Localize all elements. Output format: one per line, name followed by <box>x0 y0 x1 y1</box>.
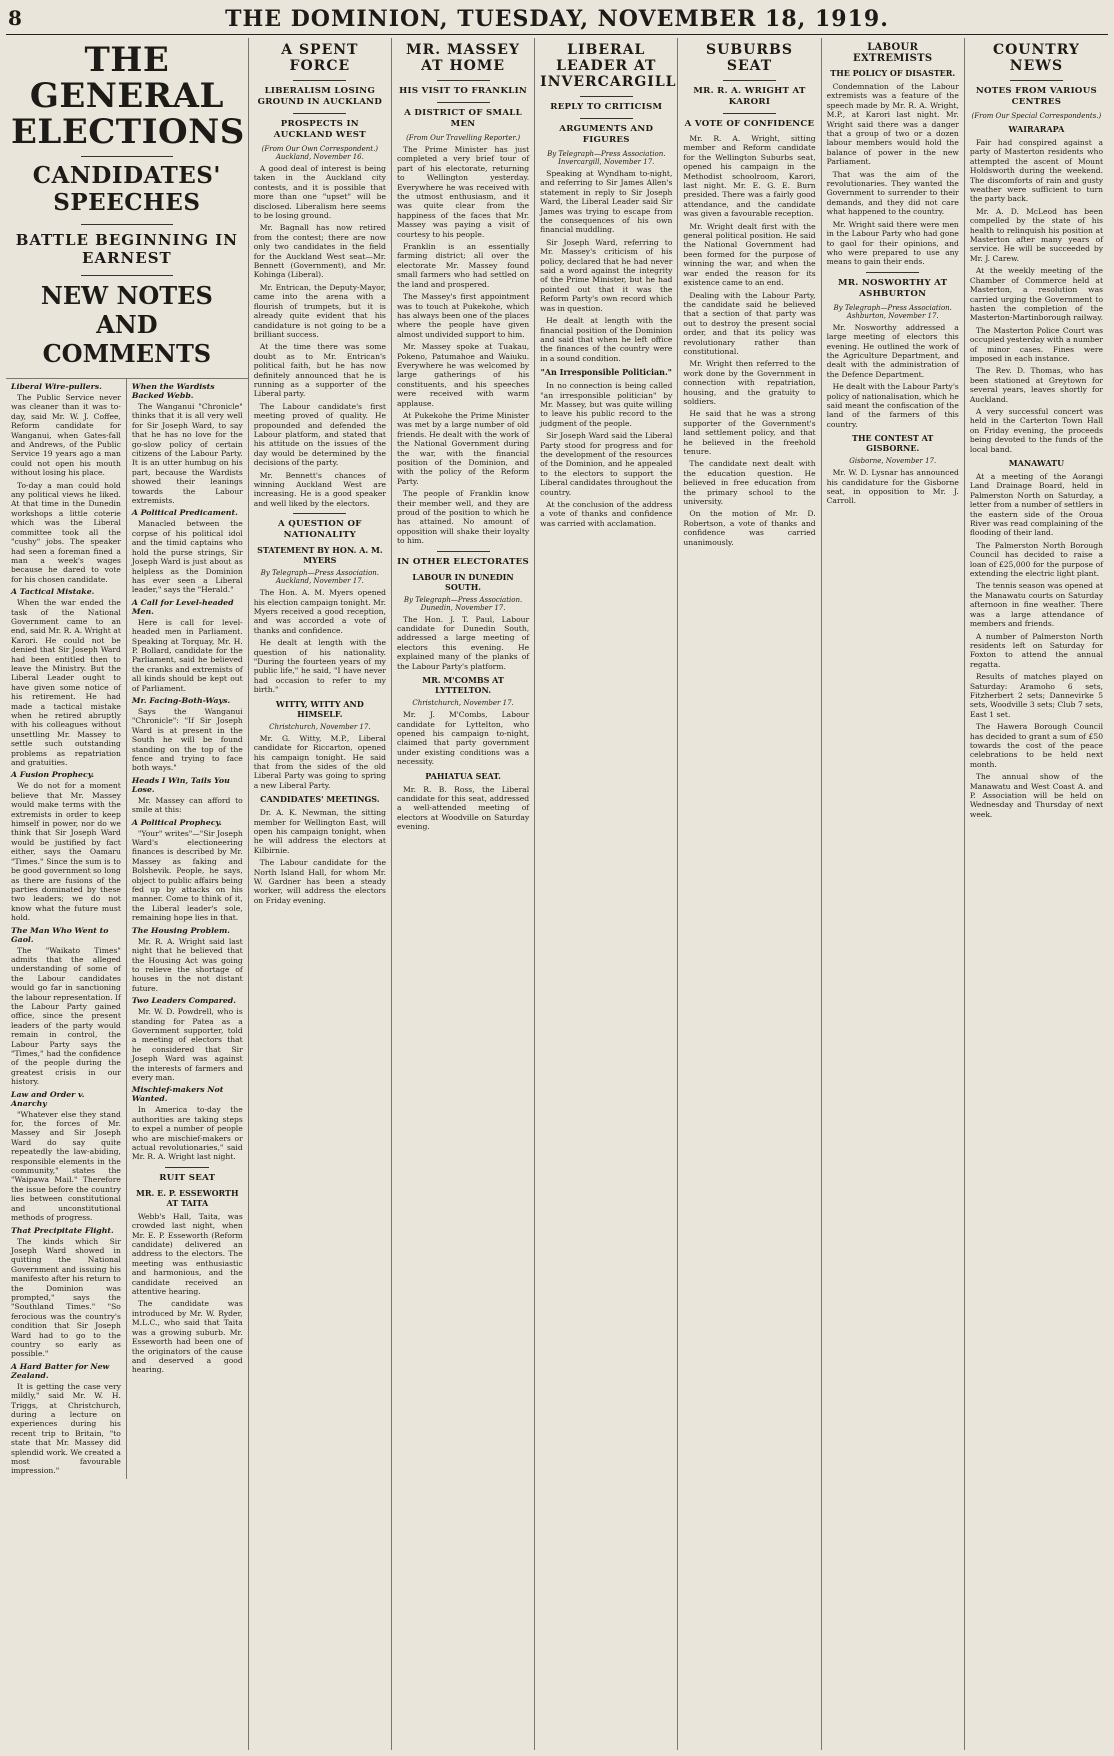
paragraph: Mr. W. D. Lysnar has announced his candidature for the Gisborne seat, in opposition to Mr. J. Carroll. <box>826 468 959 506</box>
column-4 <box>392 38 535 1750</box>
article-body <box>540 381 672 528</box>
section-heading: Liberal Wire-pullers. <box>11 382 102 391</box>
section-heading: Heads I Win, Tails You Lose. <box>131 775 230 794</box>
paragraph: The Massey's first appointment was to touch at Pukekohe, which has always been one of the places where the people have given almost undivided support to him. <box>396 292 530 339</box>
paragraph: That was the aim of the revolutionaries. They wanted the Government to surrender to their demands, and they did not care what happened to the country. <box>826 169 959 217</box>
subhead-nationality: A QUESTION OF NATIONALITY <box>278 519 362 541</box>
subhead-auckland-west: PROSPECTS IN AUCKLAND WEST <box>273 119 366 140</box>
place-manawatu: MANAWATU <box>1008 458 1065 468</box>
headline-labour-extremists: LABOUR EXTREMISTS <box>853 42 933 64</box>
paragraph: The kinds which Sir Joseph Ward showed in quitting the National Government and issuing his manifesto after his return to the Dominion was prompted," says the "Southland Times." "So ferocious was the country's condition that Sir Joseph Ward had to go to the country so early as possible." <box>11 1236 121 1359</box>
paragraph: He dealt at length with the financial position of the Dominion and said that when he left office the finances of the country were in a sound condition. <box>540 316 673 363</box>
article-body <box>397 710 529 766</box>
article-body <box>970 472 1103 819</box>
paragraph: At Pukekohe the Prime Minister was met by a large number of old friends. He dealt with the work of the National Government during the war, with the financial position of the Dominion, and with the policy of the Reform Party. <box>396 410 530 486</box>
byline: (From Our Special Correspondents.) <box>971 112 1102 120</box>
article-body <box>970 138 1103 454</box>
section-heading: The Housing Problem. <box>131 925 230 935</box>
byline: (From Our Own Correspondent.) Auckland, November 16. <box>261 145 379 161</box>
byline: By Telegraph—Press Association. Invercargill, November 17. <box>547 150 666 166</box>
paragraph: Mr. R. A. Wright said last night that he believed that the Housing Act was going to relieve the shortage of houses in the not distant future. <box>131 936 243 993</box>
subhead-candidates-meetings: CANDIDATES' MEETINGS. <box>260 794 380 805</box>
paragraph: The "Waikato Times" admits that the alleged understanding of some of the Labour candidates would go far in sanctioning the labour representation. If the Labour Party gained office, since the present leaders of the party would remain in control, the Labour Party says the "Times," had the confidence of the people during the greatest crisis in our history. <box>11 945 121 1087</box>
paragraph: He said that he was a strong supporter of the Government's land settlement policy, and that he believed in the freehold tenure. <box>683 409 816 456</box>
section-heading: The Man Who Went to Gaol. <box>11 925 109 944</box>
column-7 <box>822 38 965 1750</box>
paragraph: Mr. Bennett's chances of winning Auckland West are increasing. He is a good speaker and well liked by the electors. <box>253 470 386 508</box>
divider <box>81 156 174 157</box>
paragraph: Mr. Bagnall has now retired from the contest; there are now only two candidates in the field for the Auckland West seat—Mr. Bennett (Government), and Mr. Kohinga (Liberal). <box>253 223 386 280</box>
byline: Christchurch, November 17. <box>269 722 371 731</box>
paragraph: Speaking at Wyndham to-night, and referring to Sir James Allen's statement in reply to Sir Joseph Ward, the Liberal Leader said Sir James was trying to escape from the consequences of his own financial muddling. <box>540 169 673 235</box>
paragraph: Mr. W. D. Powdrell, who is standing for Patea as a Government supporter, told a meeting of electors that he considered that Sir Joseph Ward was against the interests of farmers and every man. <box>131 1007 243 1082</box>
columns-area <box>6 38 1108 1750</box>
paragraph: Results of matches played on Saturday: Aramoho 6 sets, Fitzherbert 2 sets; Dannevirke 5 sets, Woodville 3 sets; Club 7 sets, East 1 set. <box>969 672 1104 719</box>
paragraph: At a meeting of the Aorangi Land Drainage Board, held in Palmerston North on Saturday, a letter from a number of settlers in the eastern side of the Oroua River was read complaining of the flooding of their land. <box>969 472 1104 538</box>
subhead-mccombs: MR. M'COMBS AT LYTTELTON. <box>422 675 504 696</box>
paragraph: The Masterton Police Court was occupied yesterday with a number of minor cases. Fines were imposed in each instance. <box>969 325 1104 363</box>
headline-general-elections: THE GENERAL ELECTIONS <box>11 40 245 152</box>
byline: By Telegraph—Press Association. Dunedin, November 17. <box>403 595 523 612</box>
section-heading: Mischief-makers Not Wanted. <box>131 1085 224 1104</box>
divider <box>723 113 776 114</box>
article-body <box>254 734 386 790</box>
headline-suburbs-seat: SUBURBS SEAT <box>706 42 793 74</box>
section-heading: When the Wardists Backed Webb. <box>131 382 215 400</box>
paragraph: To-day a man could hold any political views he liked. At that time in the Dunedin workshops a little coterie which was the Liberal committee took all the "cushy" jobs. The speaker had seen a foreman fined a man a week's wages because he dared to vote for his chosen candidate. <box>11 480 121 584</box>
paragraph: When the war ended the task of the National Government came to an end, said Mr. R. A. Wright at Karori. He could not be denied that Sir Joseph Ward had been entitled then to leave the Ministry. But the Liberal Leader ought to have given some notice of his retirement. He had made a tactical mistake when he retired abruptly with his colleagues without unsettling Mr. Massey to settle such outstanding problems as repatriation and gratuities. <box>11 598 121 768</box>
divider <box>1010 80 1063 81</box>
section-heading: That Precipitate Flight. <box>11 1225 114 1235</box>
paragraph: The Wanganui "Chronicle" thinks that it is all very well for Sir Joseph Ward, to say that he has no love for the go-slow policy of certain citizens of the Labour Party. It is an utter humbug on his part, because the Wardists showed their leanings towards the Labour extremists. <box>131 402 243 506</box>
paragraph: The candidate next dealt with the education question. He believed in free education from the primary school to the university. <box>683 459 816 507</box>
section-heading: Law and Order v. Anarchy <box>11 1089 85 1108</box>
divider <box>293 113 346 114</box>
subhead-witty: WITTY, WITTY AND HIMSELF. <box>275 698 364 719</box>
article-body <box>827 82 959 267</box>
headline-massey-at-home: MR. MASSEY AT HOME <box>406 42 520 74</box>
paragraph: "Your" writes"—"Sir Joseph Ward's electioneering finances is described by Mr. Massey as faking and Bolshevik. People, he says, object to public affairs being fed up by attacks on his manner. Come to think of it, the Liberal leader's sole, remaining hope lies in that. <box>131 828 243 923</box>
divider <box>723 80 776 81</box>
paragraph: Mr. A. D. McLeod has been compelled by the state of his health to relinquish his position at Masterton after many years of service. He will be succeeded by Mr. J. Carew. <box>969 206 1104 263</box>
paragraph: Sir Joseph Ward said the Liberal Party stood for progress and for the development of the resources of the Dominion, and he appealed to the electors to support the Liberal candidates throughout the country. <box>540 431 673 497</box>
divider <box>293 80 346 81</box>
article-body <box>540 169 672 363</box>
paragraph: Mr. Wright dealt first with the general political position. He said the National Government had been formed for the purpose of winning the war, and when the war ended the reason for its existence came to an end. <box>683 221 816 288</box>
subhead-wright-karori: MR. R. A. WRIGHT AT KARORI <box>693 86 806 107</box>
general-elections-block <box>6 38 249 1750</box>
subhead-nosworthy: MR. NOSWORTHY AT ASHBURTON <box>838 277 948 299</box>
paragraph: The Labour candidate's first meeting proved of quality. He propounded and defended the Labour platform, and stated that his attitude on the issues of the day would be determined by the decisions of the party. <box>253 401 386 468</box>
paragraph: We do not for a moment believe that Mr. Massey would make terms with the extremists in order to keep himself in power, nor do we think that Sir Joseph Ward would be justified by fact either, says the Oamaru "Times." Since the sum is to be good government so long as there are fusions of the parties dominated by these two leaders; we do not know what the future must hold. <box>11 781 121 923</box>
divider <box>437 102 490 103</box>
headline-spent-force: A SPENT FORCE <box>281 42 359 74</box>
divider <box>81 275 174 276</box>
section-heading: Mr. Facing-Both-Ways. <box>131 695 231 705</box>
section-heading: Two Leaders Compared. <box>131 996 236 1006</box>
divider <box>81 224 174 225</box>
byline: (From Our Travelling Reporter.) <box>406 134 521 142</box>
article-body <box>254 164 386 508</box>
article-body <box>254 588 386 694</box>
paragraph: Mr. R. A. Wright, sitting member and Reform candidate for the Wellington Suburbs seat, opened his campaign in the Methodist schoolroom, Karori, last night. Mr. E. G. E. Burn presided. There was a fairly good attendance, and the candidate was given a favourable reception. <box>683 134 816 219</box>
paragraph: It is getting the case very mildly," said Mr. W. H. Triggs, at Christchurch, during a lecture on experiences during his recent trip to Britain, "to state that Mr. Massey did splendid work. We created a most favourable impression." <box>11 1381 121 1476</box>
section-heading: A Tactical Mistake. <box>11 587 95 597</box>
column-5 <box>535 38 678 1750</box>
divider <box>580 118 633 119</box>
article-body <box>397 145 529 546</box>
paragraph: At the time there was some doubt as to Mr. Entrican's political faith, but he has now definitely announced that he is running as a supporter of the Liberal party. <box>253 342 386 399</box>
paragraph: The candidate was introduced by Mr. W. Ryder, M.L.C., who said that Taita was a growing suburb. Mr. Esseworth had been one of the originators of the cause and deserved a good hearing. <box>131 1299 243 1375</box>
paragraph: Mr. G. Witty, M.P., Liberal candidate for Riccarton, opened his campaign tonight. He said that from the sides of the old Liberal Party was going to spring a new Liberal Party. <box>253 733 386 790</box>
divider <box>437 80 490 81</box>
paragraph: Webb's Hall, Taita, was crowded last night, when Mr. E. P. Esseworth (Reform candidate) delivered an address to the electors. The meeting was enthusiastic and harmonious, and the candidate received an attentive hearing. <box>131 1211 243 1297</box>
paragraph: He dealt at length with the question of his nationality. "During the fourteen years of my public life," he said, "I have never had occasion to refer to my birth." <box>253 638 386 695</box>
column-2-body <box>127 379 248 1479</box>
byline: By Telegraph—Press Association. Auckland, November 17. <box>260 569 380 586</box>
article-body <box>397 615 529 671</box>
paragraph: Sir Joseph Ward, referring to Mr. Massey's criticism of his policy, declared that he had never said a word against the integrity of the Prime Minister, but he had pointed out that it was the Reform Party's own record which was in question. <box>540 237 673 313</box>
paragraph: At the conclusion of the address a vote of thanks and confidence was carried with acclamation. <box>540 500 673 528</box>
subhead-irresponsible: "An Irresponsible Politician." <box>540 367 672 378</box>
divider <box>866 272 919 273</box>
paragraph: Says the Wanganui "Chronicle": "If Sir Joseph Ward is at present in the South he will be found standing on the top of the fence and trying to face both ways." <box>131 706 243 773</box>
headline-country-news: COUNTRY NEWS <box>992 42 1080 74</box>
section-heading: A Call for Level-headed Men. <box>131 597 234 616</box>
subhead-esseworth: MR. E. P. ESSEWORTH AT TAITA <box>136 1187 239 1208</box>
paragraph: "Whatever else they stand for, the forces of Mr. Massey and Sir Joseph Ward do say quite repeatedly the law-abiding, responsible elements in the community," states the "Waipawa Mail." Therefore the issue before the country lies between constitutional and unconstitutional methods of progress. <box>11 1109 121 1223</box>
article-body <box>827 323 959 429</box>
paragraph: Franklin is an essentially farming district; all over the electorate Mr. Massey found small farmers who had settled on the land and prospered. <box>396 242 530 289</box>
subhead-small-men: A DISTRICT OF SMALL MEN <box>404 108 522 129</box>
byline: By Telegraph—Press Association. Ashburton, November 17. <box>833 303 952 320</box>
paragraph: Mr. R. B. Ross, the Liberal candidate for this seat, addressed a well-attended meeting of electors at Woodville on Saturday evening. <box>396 784 530 832</box>
subhead-liberalism: LIBERALISM LOSING GROUND IN AUCKLAND <box>257 86 383 107</box>
paragraph: On the motion of Mr. D. Robertson, a vote of thanks and confidence was carried unanimously. <box>683 509 816 547</box>
divider <box>165 1167 209 1168</box>
paragraph: Mr. Massey spoke at Tuakau, Pokeno, Patumahoe and Waiuku. Everywhere he was welcomed by large gatherings of his constituents, and his speeches were received with warm applause. <box>396 342 530 408</box>
paragraph: Mr. Wright then referred to the work done by the Government in connection with repatriation, housing, and the gratuity to soldiers. <box>683 359 816 406</box>
paragraph: Mr. Entrican, the Deputy-Mayor, came into the arena with a flourish of trumpets, but it is already quite evident that his candidature is not going to be a brilliant success. <box>253 282 386 339</box>
paragraph: Mr. Wright said there were men in the Labour Party who had gone to gaol for their opinions, and who were prepared to use any means to gain their ends. <box>826 219 959 267</box>
article-body <box>827 468 959 506</box>
paragraph: Here is call for level-headed men in Parliament. Speaking at Torquay, Mr. H. P. Bollard, candidate for the Parliament, said he believed the cranks and extremists of all kinds should be kept out of Parliament. <box>131 617 243 693</box>
place-wairarapa: WAIRARAPA <box>1008 124 1065 134</box>
paragraph: In America to-day the authorities are taking steps to expel a number of people who are mischief-makers or actual revolutionaries," said Mr. R. A. Wright last night. <box>131 1105 243 1162</box>
paragraph: The Hawera Borough Council has decided to grant a sum of £50 towards the cost of the peace celebrations to be held next month. <box>969 722 1104 769</box>
divider <box>580 96 633 97</box>
paragraph: Dealing with the Labour Party, the candidate said he believed that a section of that party was out to destroy the present social order, and that its policy was revolutionary rather than constitutional. <box>683 290 816 356</box>
paragraph: The Labour candidate for the North Island Hall, for whom Mr. W. Gardner has been a steady worker, will address the electors on Friday evening. <box>253 858 386 905</box>
column-8 <box>965 38 1108 1750</box>
paragraph: At the weekly meeting of the Chamber of Commerce held at Masterton, a resolution was carried urging the Government to hasten the completion of the Masterton-Martinborough railway. <box>969 266 1104 323</box>
paragraph: He dealt with the Labour Party's policy of nationalisation, which he said meant the confiscation of the land of the farmers of this country. <box>826 382 959 429</box>
paragraph: A good deal of interest is being taken in the Auckland city contests, and it is possible that more than one "upset" will be disclosed. Liberalism here seems to be losing ground. <box>253 164 386 221</box>
paragraph: The Rev. D. Thomas, who has been stationed at Greytown for several years, leaves shortly for Auckland. <box>969 366 1104 404</box>
column-6 <box>678 38 821 1750</box>
article-body <box>254 808 386 905</box>
byline: Gisborne, November 17. <box>849 457 937 466</box>
paragraph: The tennis season was opened at the Manawatu courts on Saturday afternoon in fine weather. There was a large attendance of members and friends. <box>969 581 1104 629</box>
subhead-policy-disaster: THE POLICY OF DISASTER. <box>830 68 956 78</box>
paragraph: The annual show of the Manawatu and West Coast A. and P. Association will be held on Wednesday and Thursday of next week. <box>969 772 1104 819</box>
paragraph: The Public Service never was cleaner than it was to-day, said Mr. W. J. Coffee, Reform candidate for Wanganui, when Gates-fall and Andrews, of the Public Service 19 years ago a man could not open his mouth without losing his place. <box>11 393 121 478</box>
headline-battle: BATTLE BEGINNING IN EARNEST <box>15 231 239 267</box>
subhead-pahiatua: PAHIATUA SEAT. <box>425 770 501 781</box>
divider <box>293 513 346 514</box>
headline-candidates-speeches: CANDIDATES' SPEECHES <box>32 162 221 216</box>
divider <box>437 551 490 552</box>
paragraph: A number of Palmerston North residents left on Saturday for Foxton to attend the annual regatta. <box>969 631 1104 669</box>
paragraph: Mr. Massey can afford to smile at this: <box>131 795 243 815</box>
column-3 <box>249 38 392 1750</box>
headline-new-notes: NEW NOTES AND COMMENTS <box>40 281 213 368</box>
subhead-hutt-seat: RUIT SEAT <box>159 1172 216 1183</box>
paragraph: The Hon. J. T. Paul, Labour candidate for Dunedin South, addressed a large meeting of electors this evening. He explained many of the planks of the Labour Party's platform. <box>396 614 530 671</box>
section-heading: A Political Prophecy. <box>131 817 222 827</box>
paragraph: The people of Franklin know their member well, and they are proud of the position to which he has attained. No amount of opposition will shake their loyalty to him. <box>396 489 530 546</box>
section-heading: A Political Predicament. <box>131 508 238 518</box>
subhead-arguments: ARGUMENTS AND FIGURES <box>559 124 654 145</box>
paragraph: Fair had conspired against a party of Masterton residents who attempted the ascent of Mount Holdsworth during the weekend. The discomforts of rain and gusty weather were sufficient to turn the party back. <box>969 138 1104 204</box>
subhead-reply-criticism: REPLY TO CRITICISM <box>550 102 663 112</box>
subhead-other-electorates: IN OTHER ELECTORATES <box>397 556 530 567</box>
section-heading: A Hard Batter for New Zealand. <box>11 1361 110 1380</box>
subhead-various-centres: NOTES FROM VARIOUS CENTRES <box>975 86 1097 107</box>
masthead <box>6 4 1108 35</box>
paragraph: Manacled between the corpse of his political idol and the timid captains who hold the purse strings, Sir Joseph Ward is just about as helpless as the Dominion has ever seen a Liberal leader," says the "Herald." <box>131 519 243 595</box>
headline-liberal-leader: LIBERAL LEADER AT INVERCARGILL <box>540 42 677 90</box>
article-body <box>683 134 815 547</box>
paragraph: The Hon. A. M. Myers opened his election campaign tonight. Mr. Myers received a good reception, and was accorded a vote of thanks and confidence. <box>253 588 386 635</box>
paragraph: Mr. J. M'Combs, Labour candidate for Lyttelton, who opened his campaign to-night, claimed that party government under existing conditions was a necessity. <box>396 710 530 767</box>
subhead-dunedin-south: LABOUR IN DUNEDIN SOUTH. <box>412 571 514 592</box>
subhead-gisborne: THE CONTEST AT GISBORNE. <box>852 433 934 454</box>
paragraph: Dr. A. K. Newman, the sitting member for Wellington East, will open his campaign tonight, when he will address the electors at Kilbirnie. <box>253 808 386 855</box>
paragraph: Condemnation of the Labour extremists was a feature of the speech made by Mr. R. A. Wright, M.P., at Karori last night. Mr. Wright said there was a danger that a group of two or a dozen labour members would hold the balance of power in the new Parliament. <box>826 82 959 167</box>
paragraph: Mr. Nosworthy addressed a large meeting of electors this evening. He outlined the work of the Agriculture Department, and dealt with the administration of the Defence Department. <box>826 322 959 379</box>
paragraph: The Prime Minister has just completed a very brief tour of part of his electorate, returning to Wellington yesterday. Everywhere he was received with the utmost enthusiasm, and it was quite clear from the happiness of the faces that Mr. Massey was paying a visit of courtesy to his people. <box>396 145 530 239</box>
section-heading: A Fusion Prophecy. <box>11 770 95 780</box>
subhead-franklin: HIS VISIT TO FRANKLIN <box>399 86 528 96</box>
subhead-vote-confidence: A VOTE OF CONFIDENCE <box>684 119 815 129</box>
page-number: 8 <box>8 6 22 30</box>
paragraph: In no connection is being called "an irresponsible politician" by Mr. Massey, but was quite willing to leave his public record to the judgment of the people. <box>540 381 673 428</box>
paragraph: A very successful concert was held in the Carterton Town Hall on Friday evening, the proceeds being devoted to the funds of the local band. <box>969 406 1104 454</box>
newspaper-title: THE DOMINION, TUESDAY, NOVEMBER 18, 1919. <box>225 6 889 32</box>
paragraph: The Palmerston North Borough Council has decided to raise a loan of £25,000 for the purpose of extending the electric light plant. <box>969 540 1104 579</box>
column-1-body <box>6 379 127 1479</box>
article-body <box>397 785 529 832</box>
byline: Christchurch, November 17. <box>412 699 514 708</box>
subhead-myers: STATEMENT BY HON. A. M. MYERS <box>257 545 383 566</box>
